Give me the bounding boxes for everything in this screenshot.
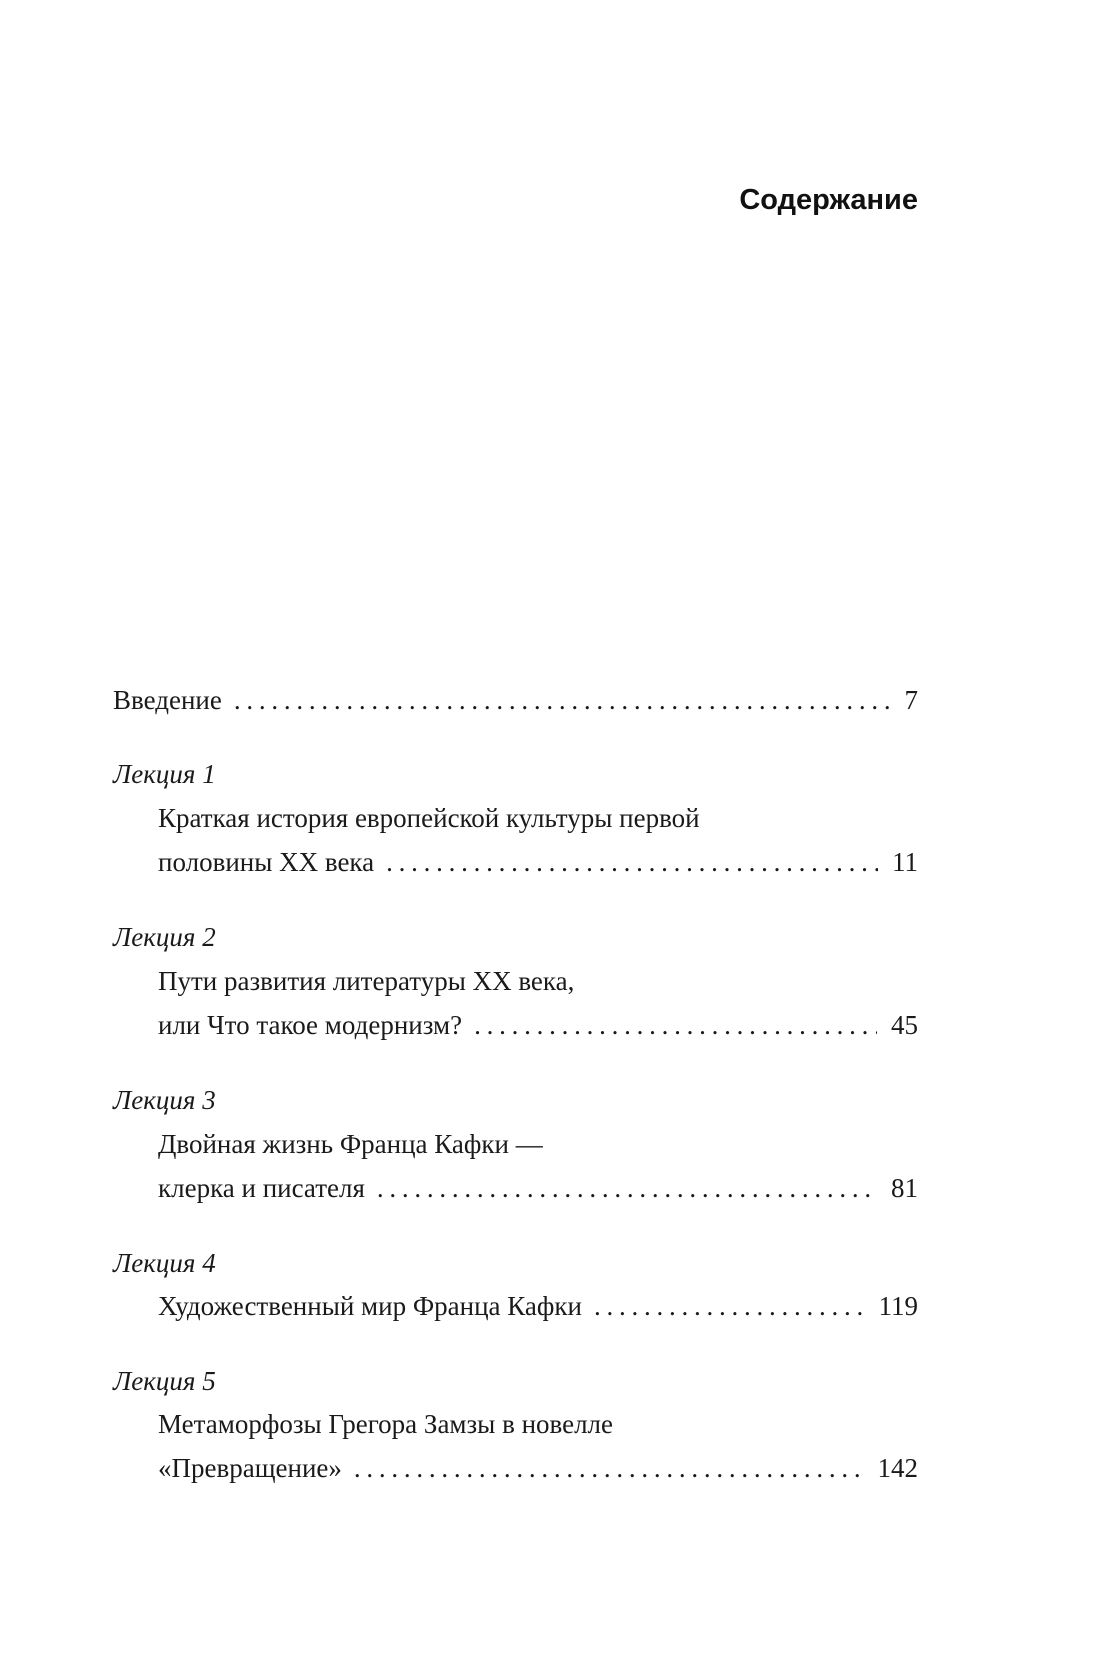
entry-title: или Что такое модернизм? [158,1010,463,1040]
entry-title-line [158,800,918,836]
toc-entry-lecture-5 [158,1450,918,1486]
entry-title: Пути развития литературы XX века, [158,966,575,996]
dot-leader [474,1007,877,1043]
dot-leader [354,1450,864,1486]
entry-title-line [158,963,918,999]
page-number: 7 [904,685,918,715]
dot-leader [234,682,891,718]
entry-title: Краткая история европейской культуры первой [158,803,700,833]
entry-title-line [158,1406,918,1442]
entry-title: клерка и писателя [158,1173,365,1203]
toc-entry-lecture-2 [158,1007,918,1043]
toc-entry-lecture-3 [158,1170,918,1206]
entry-title: половины XX века [158,847,375,877]
toc-entry-lecture-4 [158,1288,918,1324]
page-number: 119 [878,1291,918,1321]
page-title: Содержание [739,184,918,216]
dot-leader [386,844,878,880]
toc-entry-introduction [113,682,918,718]
lecture-label: Лекция 3 [113,1085,216,1115]
dot-leader [594,1288,865,1324]
entry-title: Художественный мир Франца Кафки [158,1291,582,1321]
entry-title: Метаморфозы Грегора Замзы в новелле [158,1409,614,1439]
dot-leader [377,1170,877,1206]
entry-title-line [158,1126,918,1162]
entry-title: Двойная жизнь Франца Кафки — [158,1129,543,1159]
toc-entry-lecture-1 [158,844,918,880]
lecture-label: Лекция 2 [113,922,216,952]
lecture-label: Лекция 4 [113,1248,216,1278]
entry-title: «Превращение» [158,1453,342,1483]
entry-title: Введение [113,685,222,715]
lecture-label: Лекция 5 [113,1366,216,1396]
page-number: 81 [891,1173,918,1203]
lecture-label: Лекция 1 [113,759,216,789]
page-number: 142 [877,1453,918,1483]
page-number: 45 [891,1010,918,1040]
page-number: 11 [892,847,918,877]
